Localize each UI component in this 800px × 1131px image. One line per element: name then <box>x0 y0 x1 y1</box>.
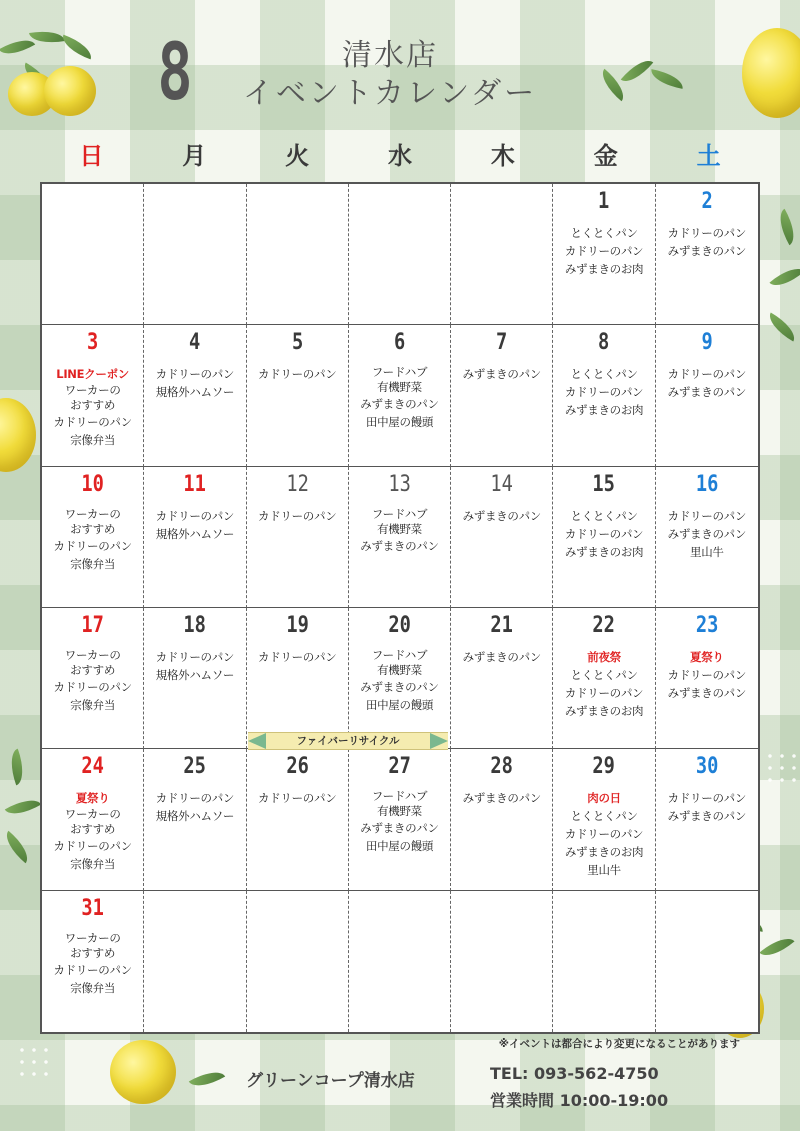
calendar-cell <box>553 891 655 1032</box>
calendar-cell <box>553 749 655 890</box>
event-item: カドリーのパン <box>155 508 235 523</box>
day-number <box>356 895 442 925</box>
event-item: カドリーのパン <box>564 244 644 258</box>
calendar-cell <box>451 749 553 890</box>
event-item: フードハブ <box>371 789 428 804</box>
event-item: みずまきのパン <box>462 649 541 664</box>
event-item: おすすめ <box>70 662 116 677</box>
calendar-cell <box>144 467 246 608</box>
event-item: みずまきのパン <box>667 385 747 400</box>
event-item: みずまきのパン <box>360 679 439 694</box>
event-item: みずまきのパン <box>462 508 541 523</box>
calendar-cell <box>247 467 349 608</box>
day-number <box>561 895 647 925</box>
calendar-cell <box>349 749 451 890</box>
event-item: 宗像弁当 <box>70 433 116 448</box>
weekday-tue: 火 <box>285 142 310 170</box>
event-item: 規格外ハムソー <box>155 385 235 400</box>
event-item: カドリーのパン <box>564 526 644 541</box>
day-number <box>254 895 340 925</box>
event-item: みずまきのお肉 <box>564 403 644 418</box>
weekday-sun: 日 <box>79 142 104 170</box>
event-item: みずまきのパン <box>667 685 747 700</box>
day-number: 19 <box>285 612 309 638</box>
calendar-title: イベントカレンダー <box>242 76 538 111</box>
day-number <box>50 188 136 218</box>
day-number: 24 <box>81 754 104 780</box>
dots-right <box>764 750 800 790</box>
calendar-cell <box>349 467 451 608</box>
calendar-cell <box>247 325 349 466</box>
calendar-cell <box>553 608 655 749</box>
event-item: みずまきのパン <box>667 809 747 824</box>
calendar-cell <box>656 184 758 325</box>
day-number <box>152 895 238 925</box>
change-notice: ※イベントは都合により変更になることがあります <box>498 1038 740 1050</box>
weekday-fri: 金 <box>593 142 618 170</box>
event-item: 里山牛 <box>690 544 724 559</box>
day-number: 21 <box>490 612 514 638</box>
event-item: カドリーのパン <box>667 508 747 523</box>
event-item: 肉の日 <box>587 791 621 806</box>
calendar-cell <box>144 891 246 1032</box>
day-number: 23 <box>695 612 719 638</box>
calendar-cell <box>656 891 758 1032</box>
day-number: 28 <box>490 754 514 780</box>
day-number: 4 <box>189 330 201 356</box>
day-number: 5 <box>291 330 303 356</box>
calendar-cell <box>42 891 144 1032</box>
day-number <box>152 188 238 218</box>
event-item: カドリーのパン <box>667 667 747 682</box>
event-item: ワーカーの <box>64 647 121 662</box>
event-item: 宗像弁当 <box>70 857 116 872</box>
event-item: カドリーのパン <box>258 791 337 806</box>
day-number: 14 <box>490 471 514 497</box>
calendar-cell <box>247 608 349 749</box>
event-item: みずまきのお肉 <box>564 703 644 718</box>
event-item: とくとくパン <box>570 508 638 523</box>
calendar-cell <box>144 184 246 325</box>
event-item: みずまきのパン <box>360 538 439 553</box>
event-item: 田中屋の饅頭 <box>365 415 434 430</box>
calendar-cell <box>656 325 758 466</box>
event-item: 宗像弁当 <box>70 556 116 571</box>
event-item: みずまきのお肉 <box>564 262 644 276</box>
weekday-wed: 水 <box>388 142 412 170</box>
footer-hours: 営業時間 10:00-19:00 <box>490 1091 669 1110</box>
event-item: 前夜祭 <box>587 649 621 664</box>
event-item: ワーカーの <box>64 930 121 945</box>
calendar-cell <box>247 184 349 325</box>
calendar-cell <box>144 749 246 890</box>
day-number: 22 <box>592 612 616 638</box>
event-item: 宗像弁当 <box>70 980 116 995</box>
month-number: 8 <box>157 28 193 118</box>
event-item: カドリーのパン <box>258 367 337 382</box>
event-item: おすすめ <box>70 822 116 837</box>
event-item: 規格外ハムソー <box>155 526 235 541</box>
footer-store-name: グリーンコープ清水店 <box>246 1071 415 1091</box>
event-item: おすすめ <box>70 398 116 413</box>
calendar-cell <box>553 467 655 608</box>
event-item: カドリーのパン <box>258 508 337 523</box>
day-number: 15 <box>592 471 616 497</box>
event-item: 夏祭り <box>75 791 110 806</box>
day-number <box>459 188 545 218</box>
event-item: 有機野菜 <box>377 380 422 395</box>
footer-phone: TEL: 093-562-4750 <box>490 1064 659 1083</box>
calendar-cell <box>349 891 451 1032</box>
event-item: みずまきのパン <box>462 367 541 382</box>
day-number <box>356 188 442 218</box>
day-number: 26 <box>285 754 309 780</box>
event-item: とくとくパン <box>570 367 638 382</box>
day-number: 29 <box>592 754 616 780</box>
calendar-cell <box>553 325 655 466</box>
calendar-cell <box>451 608 553 749</box>
header <box>0 0 800 130</box>
event-item: 有機野菜 <box>377 662 422 677</box>
calendar-cell <box>247 749 349 890</box>
day-number: 16 <box>695 471 719 497</box>
weekday-sat: 土 <box>696 142 721 170</box>
event-item: 規格外ハムソー <box>155 667 235 682</box>
event-item: カドリーのパン <box>667 791 747 806</box>
event-item: カドリーのパン <box>667 226 747 240</box>
day-number: 3 <box>87 330 99 356</box>
day-number: 30 <box>695 754 719 780</box>
day-number: 11 <box>183 471 207 497</box>
calendar-cell <box>553 184 655 325</box>
event-item: カドリーのパン <box>667 367 747 382</box>
event-item: カドリーのパン <box>564 685 644 700</box>
day-number: 9 <box>701 330 713 356</box>
event-item: おすすめ <box>70 945 116 960</box>
event-item: カドリーのパン <box>53 679 132 694</box>
weekday-header <box>40 136 760 172</box>
day-number: 31 <box>81 895 104 921</box>
calendar-cell <box>349 608 451 749</box>
event-item: カドリーのパン <box>53 538 132 553</box>
event-item: とくとくパン <box>570 226 638 240</box>
day-number: 25 <box>183 754 207 780</box>
event-item: フードハブ <box>371 647 428 662</box>
day-number: 10 <box>81 471 104 497</box>
day-number: 12 <box>285 471 309 497</box>
event-item: みずまきのパン <box>360 397 439 412</box>
event-item: 規格外ハムソー <box>155 809 235 824</box>
calendar-cell <box>144 325 246 466</box>
calendar-cell <box>451 325 553 466</box>
calendar-cell <box>656 749 758 890</box>
event-item: 夏祭り <box>690 649 724 664</box>
day-number: 27 <box>388 754 411 780</box>
event-item: みずまきのお肉 <box>564 845 644 860</box>
day-number <box>663 895 750 925</box>
event-item: とくとくパン <box>570 809 638 824</box>
event-item: みずまきのパン <box>667 526 747 541</box>
calendar-cell <box>656 608 758 749</box>
day-number: 2 <box>701 189 713 214</box>
event-item: カドリーのパン <box>53 839 132 854</box>
day-number: 6 <box>393 330 406 356</box>
event-item: カドリーのパン <box>258 649 337 664</box>
event-item: ワーカーの <box>64 807 121 822</box>
day-number: 1 <box>598 189 610 214</box>
calendar-cell <box>144 608 246 749</box>
calendar-cell <box>42 325 144 466</box>
calendar-cell <box>451 467 553 608</box>
event-item: フードハブ <box>371 506 428 521</box>
event-item: LINEクーポン <box>56 367 129 382</box>
event-item: カドリーのパン <box>155 791 235 806</box>
event-item: みずまきのパン <box>462 791 541 806</box>
calendar-grid <box>40 182 760 1034</box>
event-item: カドリーのパン <box>155 367 235 382</box>
calendar-cell <box>247 891 349 1032</box>
event-item: おすすめ <box>70 521 116 536</box>
event-item: 田中屋の饅頭 <box>365 697 434 712</box>
event-item: 有機野菜 <box>377 521 422 536</box>
calendar-cell <box>42 608 144 749</box>
calendar-cell <box>349 184 451 325</box>
weekday-mon: 月 <box>182 142 207 170</box>
event-item: ワーカーの <box>64 383 121 398</box>
day-number: 13 <box>388 471 411 497</box>
event-item: 宗像弁当 <box>70 697 116 712</box>
event-item: カドリーのパン <box>155 649 235 664</box>
calendar-cell <box>42 184 144 325</box>
event-item: みずまきのパン <box>360 821 439 836</box>
calendar-cell <box>451 891 553 1032</box>
event-item: カドリーのパン <box>53 962 132 977</box>
event-item: 里山牛 <box>587 863 621 878</box>
event-item: 有機野菜 <box>377 804 422 819</box>
calendar-cell <box>42 749 144 890</box>
event-item: カドリーのパン <box>564 385 644 400</box>
calendar-cell <box>451 184 553 325</box>
event-item: みずまきのお肉 <box>564 544 644 559</box>
day-number <box>254 188 340 218</box>
calendar-cell <box>656 467 758 608</box>
event-item: フードハブ <box>371 365 428 380</box>
calendar-cell <box>349 325 451 466</box>
day-number: 8 <box>598 330 610 356</box>
event-item: 田中屋の饅頭 <box>365 839 434 854</box>
day-number: 20 <box>388 612 411 638</box>
day-number <box>459 895 545 925</box>
event-item: カドリーのパン <box>564 827 644 842</box>
fiber-recycle-ribbon: ファイバーリサイクル <box>248 732 448 750</box>
calendar-cell <box>42 467 144 608</box>
weekday-thu: 木 <box>490 142 515 170</box>
event-item: みずまきのパン <box>667 244 747 258</box>
day-number: 18 <box>183 612 207 638</box>
store-name: 清水店 <box>342 38 438 73</box>
day-number: 17 <box>81 612 104 638</box>
day-number: 7 <box>496 330 508 356</box>
event-item: ワーカーの <box>64 506 121 521</box>
event-item: カドリーのパン <box>53 415 132 430</box>
event-item: とくとくパン <box>570 667 638 682</box>
